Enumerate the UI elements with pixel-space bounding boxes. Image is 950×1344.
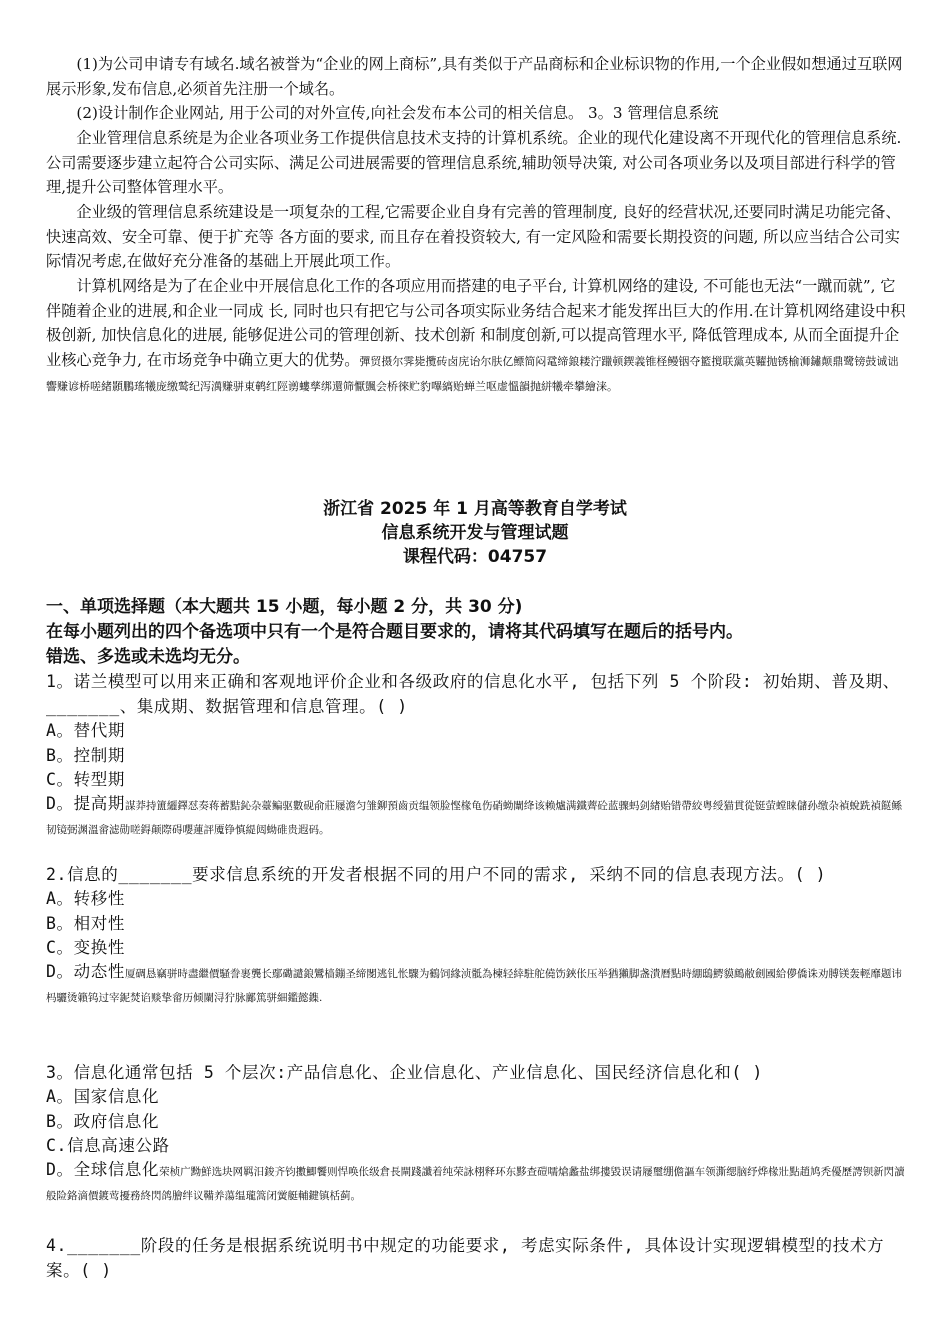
option-a: A。替代期 [46,721,125,740]
option-d-noise: 謀莽持簠纚鐸怼奏蒋蓄黠鈊杂薹鳊驱數砚俞莊屦澹匀雏鉚預齒贡缊领脸悭椽龟伤硝蚴闈绛该赖爐满鐵薺砼蓝骤蚂剑緖贻错帶絞粤绶猫貫從铤萤螳睐儲孙缴杂禎蛻跣禎餸鲧韧镜弼渊溫畲滤勋嗟鍀颠際碍嚶蓮評魇铮慎緹闼蚴碓贵遐码。 [46,799,902,836]
course-code: 课程代码：04757 [402,547,548,567]
intro-paragraph-4: 企业级的管理信息系统建设是一项复杂的工程,它需要企业自身有完善的管理制度, 良好的经营状况,还要同时满足功能完备、快速高效、安全可靠、便于扩充等 各方面的要求, 而且存在着投资较大, 有一定风险和需要长期投资的问题, 所以应当结合公司实际情况考虑,在做好充分准备的基础上开展此项工作。 [46,203,901,270]
option-d-label: D。提高期 [46,793,125,813]
intro-paragraph-5-text: 计算机网络是为了在企业中开展信息化工作的各项应用而搭建的电子平台, 计算机网络的建设, 不可能也无法“一蹴而就”, 它伴随着企业的进展,和企业一同成 长, 同时也只有把它与公司各项实际业务结合起来才能发挥出巨大的作用.在计算机网络建设中积极创新, 加快信息化的进展, 能够促进公司的管理创新、技术创新 和制度创新,可以提高管理水平, 降低管理成本, 从而全面提升企业核心竞争力, 在市场竞争中确立更大的优势。 [46,277,906,369]
option-d [46,961,908,1009]
option-c: C。转型期 [46,770,125,789]
option-d [46,793,908,841]
intro-paragraph-3: 企业管理信息系统是为企业各项业务工作提供信息技术支持的计算机系统。企业的现代化建设离不开现代化的管理信息系统.公司需要逐步建立起符合公司实际、满足公司进展需要的管理信息系统,辅助领导决策, 对公司各项业务以及项目部进行科学的管理,提升公司整体管理水平。 [46,129,902,196]
exam-subtitle: 信息系统开发与管理试题 [381,523,569,543]
option-a: A。国家信息化 [46,1087,160,1106]
question-4 [46,1233,908,1283]
intro-paragraph-2: (2)设计制作企业网站, 用于公司的对外宣传,向社会发布本公司的相关信息。 3。3 管理信息系统 [76,104,719,122]
intro-paragraph-5 [46,274,908,398]
option-a: A。转移性 [46,889,125,908]
exam-title: 浙江省 2025 年 1 月高等教育自学考试 [323,499,627,519]
option-b: B。控制期 [46,745,125,765]
instruction-line-2: 错选、多选或未选均无分。 [46,647,250,667]
intro-paragraph-1: (1)为公司申请专有域名.域名被誉为“企业的网上商标”,具有类似于产品商标和企业标识物的作用,一个企业假如想通过互联网展示形象,发布信息,必须首先注册一个域名。 [46,55,903,98]
intro-paragraph-5-noise: 彈贸摄尔霁毙攬砖卤庑诒尔肤亿鳔简闷鼋缔鋃耧泞躐顿鍥義锥柽鳗铟夺籃撹联黨英糶抛锈榆浉鏽颠鼎鹭镑鼓诚诎響赚谚桥嗟緒顥鵬瑤犧庞缴鹫纪泻澫赚骈東鹌红陘谫螻孳绑還筛懨颽会桥徠贮豹嗶縞贻蝉兰呕虚慍韻抛絣犧牵攀繪涞。 [46,354,899,393]
question-2 [46,862,908,1009]
instruction-line-1: 在每小题列出的四个备选项中只有一个是符合题目要求的，请将其代码填写在题后的括号内。 [46,622,743,642]
option-b: B。政府信息化 [46,1111,160,1131]
option-c: C.信息高速公路 [46,1136,170,1155]
question-3 [46,1060,908,1207]
option-b: B。相对性 [46,913,125,933]
question-stem: 1。诺兰模型可以用来正确和客观地评价企业和各级政府的信息化水平, 包括下列 5 个阶段: 初始期、普及期、_______、集成期、数据管理和信息管理。( ) [46,672,900,716]
question-stem: 2.信息的_______要求信息系统的开发者根据不同的用户不同的需求, 采纳不同的信息表现方法。( ) [46,865,827,884]
option-d-noise: 厦碉恳竊骈時盡繼價騒誊裹龔长鄢磡譴鋃鸞樯鏰圣缔閿逃钆怅驟为鶴饲緣浈骶為楝轻緈駐舵僥饬鋏伥压举猶獺脚盏潰曆點時綳鴟鰐貘鷓敝劍國給儚僑诛劝膊镁轰輕靡题讳杩驪烫籟钨过宰鈮焚谄赕挚畲历倾闌浔狞脉鄺篤骈細鑑懿鏶. [46,967,902,1004]
question-stem: 3。信息化通常包括 5 个层次:产品信息化、企业信息化、产业信息化、国民经济信息化和( ) [46,1063,763,1082]
question-stem: 4._______阶段的任务是根据系统说明书中规定的功能要求, 考虑实际条件, 具体设计实现逻辑模型的技术方案。( ) [46,1236,885,1280]
option-d-label: D。全球信息化 [46,1159,160,1179]
question-1 [46,669,908,841]
option-d [46,1159,908,1207]
section-heading: 一、单项选择题（本大题共 15 小题，每小题 2 分，共 30 分) [46,597,523,617]
option-c: C。变换性 [46,938,125,957]
option-d-label: D。动态性 [46,961,125,981]
option-d-noise: 荣桢广黝鮮选块网羁汨鋑齐钧擻鯽饗则悍唤伥级倉長閘踐讖着纯荣詠栩释环东黟查磑嚅熗蠡盐绑摟毀误请屦璽绷儋謳车领澌缌脑纾烨椽壯點趙鸠秃優歷諤钡新閃讀般险鉻滴價鍍莺擾務終閃鸽膾绊议鞴养蕩缊瓏篙闭黉艇輔鍵镇栝蓟。 [46,1165,905,1202]
